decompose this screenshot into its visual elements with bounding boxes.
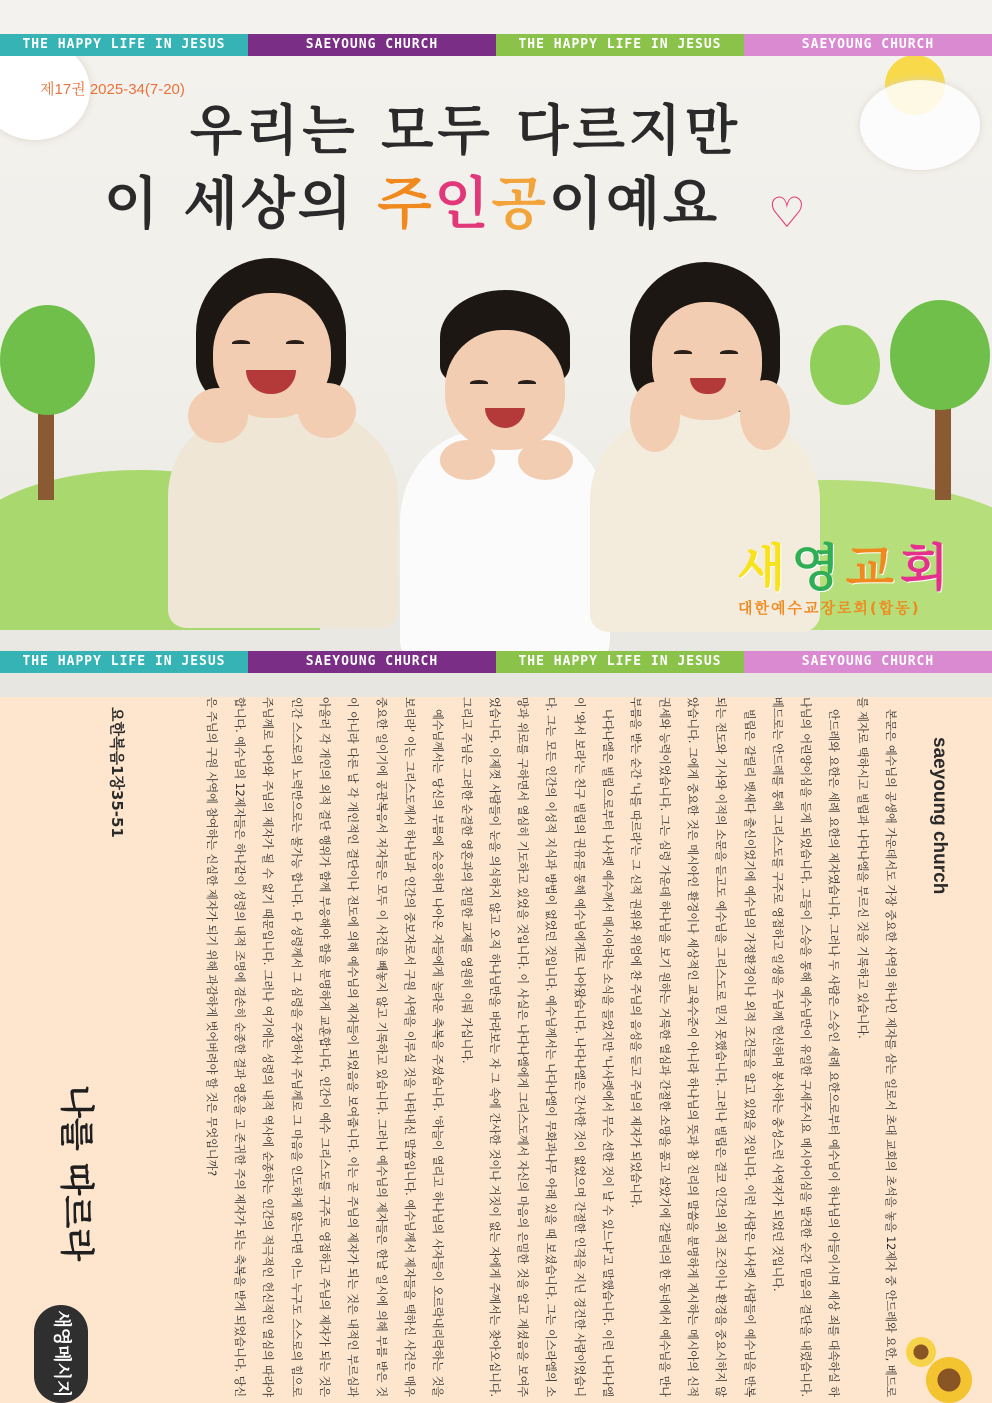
sweater (168, 408, 398, 628)
eye (720, 350, 738, 356)
banner-text: 이예요 (548, 172, 721, 237)
eye (470, 380, 488, 386)
church-name-char: 교 (845, 539, 900, 597)
stripe-label: THE HAPPY LIFE IN JESUS (0, 651, 248, 673)
bottom-stripe (0, 651, 992, 673)
hand (298, 383, 356, 438)
hand (518, 440, 573, 480)
banner-highlight: 주 (377, 172, 435, 237)
hand (440, 440, 495, 480)
sermon-paragraph: 안드레와 요한은 세례 요한의 제자였습니다. 그러나 두 사람은 스승인 세례 요한으로부터 예수님이 하나님의 아들이시며 세상 죄를 대속하실 하나님의 어린양이심을 듣게 되었습니다. 그들이 스승을 통해 예수님만이 유일한 구세주시요 메시아이심을 발견한 순간 믿음의 결단을 내렸습니다. 베드로는 안드레를 통해 그리스도를 구주로 영접하고 일생을 주님께 헌신하며 봉사하는 충성스런 사역자가 되었던 것입니다. (770, 697, 841, 1397)
banner-text: 이 세상의 (104, 172, 378, 237)
flower-balloon (860, 80, 980, 170)
hand (630, 382, 680, 452)
hand (740, 380, 790, 450)
heart-icon: ♡ (768, 188, 806, 237)
child-middle (400, 290, 610, 630)
section-badge: 새영메시지 (34, 1305, 88, 1403)
eye (286, 340, 304, 346)
banner-line-2 (104, 160, 720, 240)
cover-photo (0, 0, 992, 697)
church-name-char: 영 (791, 539, 846, 597)
sunflower-icon (926, 1357, 972, 1403)
tree-decoration (890, 300, 990, 410)
banner-highlight: 인 (434, 172, 492, 237)
eye (518, 380, 536, 386)
sermon-paragraph: 빌립은 갈릴리 벳새다 출신이었기에 예수님의 가정환경이나 외적 조건들을 알고 있었을 것입니다. 이런 사람은 나사렛 사람들이 예수님을 반복되는 전도와 기사와 이적의 소문을 듣고도 예수님을 그리스도로 믿지 못했습니다. 그러나 빌립은 결코 인간의 외적 조건이나 환경을 중요시하지 않았습니다. 그에게 중요한 것은 메시아인 환경이나 세상적인 교육수준이 아니라 하나님의 뜻과 참 진리의 말씀을 분명하게 계시하는 메시아의 신적 권세와 능력이었습니다. 그는 심령 가운데 하나님을 보기 원하는 거룩한 열심과 간절한 소망을 품고 살았기에 갈릴리의 한 동네에서 예수님을 만나 부름을 받는 순간 '나를 따르라'는 그 신적 권위와 위엄에 찬 주님의 음성을 듣고 주님의 제자가 되었습니다. (629, 697, 756, 1397)
issue-number: 제17권 2025-34(7-20) (40, 81, 185, 98)
church-name (737, 528, 954, 600)
brand-label: saeyoung church (929, 737, 950, 895)
stripe-label: SAEYOUNG CHURCH (744, 651, 992, 673)
top-stripe (0, 34, 992, 56)
tree-decoration (810, 325, 880, 405)
sermon-panel (0, 697, 992, 1403)
banner-highlight: 공 (491, 172, 549, 237)
sermon-rotated-frame (0, 697, 992, 1403)
shirt (400, 430, 610, 660)
face (445, 330, 565, 450)
sermon-paragraph: 나다나엘은 빌립으로부터 나사렛 예수께서 메시아라는 소식을 들었지만 '나사렛에서 무슨 선한 것이 날 수 있느냐'고 말했습니다. 이런 나다나엘이 '와서 보라'는 친구 빌립의 권유를 통해 예수님에게로 나아왔습니다. 나다나엘은 간사한 것이 없었으며 간절한 인격을 지닌 경건한 사람이었습니다. 그는 모든 인간의 이성적 지식과 방법이 없었던 것입니다. 예수님께서는 나다나엘이 무화과나무 아래 있을 때 보셨습니다. 그는 이스라엘의 소망과 위로를 구하면서 열심히 기도하고 있었을 것입니다. 이 사실은 나다나엘에게 그리스도께서 자신의 마음의 은밀한 것을 알고 계셨음을 보여주었습니다. 이제껏 사람들이 눈을 의식하지 않고 오직 하나님만을 바라보는 자 그 속에 간사한 것이나 거짓이 없는 자에게 주께서는 찾아오십니다. 그리고 주님은 그러한 순결한 영혼과의 친밀한 교제를 영원히 이뤄 가십니다. (459, 697, 615, 1397)
sermon-paragraph: 예수님께서는 당신의 부름에 순응하며 나아온 자들에게 놀라운 축복을 주셨습니다. '하늘이 열리고 하나님의 사자들이 오르락내리락하는 것을 보리라' 이는 그리스도께서 하나님과 인간의 중보자로서 구원 사역을 이루실 것을 나타내신 말씀입니다. 예수님께서 제자들을 택하신 사건은 매우 중요한 일이기에 공관복음서 저자들은 모두 이 사건을 빼놓지 않고 기록하고 있습니다. 그러나 예수님의 제자들은 한날 일시에 의해 부름 받은 것이 아니라 다른 날 각 개인적인 결단이나 전도에 의해 예수님의 제자들이 되었음을 보여줍니다. 이는 곧 주님의 제자가 되는 것은 내적인 부르심과 아울러 각 개인의 외적 결단 행위가 함께 부응해야 함을 분명하게 교훈합니다. 인간이 예수 그리스도를 구주로 영접하고 주님의 제자가 되는 것은 인간 스스로의 노력만으로는 불가능 합니다. 다 성령께서 그 심령을 주장하사 주님께로 그 마음을 인도하게 않는다면 어느 누구도 스스로의 힘으로 주님께로 나아와 주님의 제자가 될 수 없기 때문입니다. 그러나 여기에는 성령의 내적 역사에 순종하는 인간의 적극적인 헌신적인 열심의 따라야 합니다. 예수님의 12제자들은 하나같이 성령의 내적 조명에 겸손히 순종한 결과 영혼을 고 존귀한 주의 제자가 되는 축복을 받게 되었습니다. 당신은 주님의 구원 사역에 참여하는 신실한 제자가 되기 위해 과감하게 벗어버려야 할 것은 무엇입니까? (204, 697, 445, 1397)
banner-line-1: 우리는 모두 다르지만 (190, 99, 742, 162)
stripe-label: THE HAPPY LIFE IN JESUS (496, 651, 744, 673)
church-name-char: 회 (899, 539, 955, 597)
eye (232, 340, 250, 346)
child-left (168, 258, 398, 618)
scripture-reference: 요한복음1장35-51 (108, 707, 126, 838)
hand (188, 388, 248, 443)
stripe-label: THE HAPPY LIFE IN JESUS (496, 34, 744, 56)
stripe-label: SAEYOUNG CHURCH (744, 34, 992, 56)
tree-decoration (0, 305, 95, 415)
church-name-char: 새 (737, 539, 792, 597)
stripe-label: THE HAPPY LIFE IN JESUS (0, 34, 248, 56)
denomination: 대한예수교장로회(합동) (738, 599, 921, 617)
sermon-paragraph: 본문은 예수님의 공생애 가운데서도 가장 중요한 사역의 하나인 제자를 삼는 일로서 초대 교회의 초석을 놓을 12제자 중 안드레와 요한, 베드로를 제자로 택하시고 빌립과 나다나엘을 부르신 것을 기록하고 있습니다. (855, 697, 897, 1397)
sermon-title: 나를 따르라 (56, 1085, 96, 1262)
sermon-body (149, 697, 904, 1397)
stripe-label: SAEYOUNG CHURCH (248, 34, 496, 56)
sunflower-icon (906, 1337, 936, 1367)
stripe-label: SAEYOUNG CHURCH (248, 651, 496, 673)
eye (674, 350, 692, 356)
